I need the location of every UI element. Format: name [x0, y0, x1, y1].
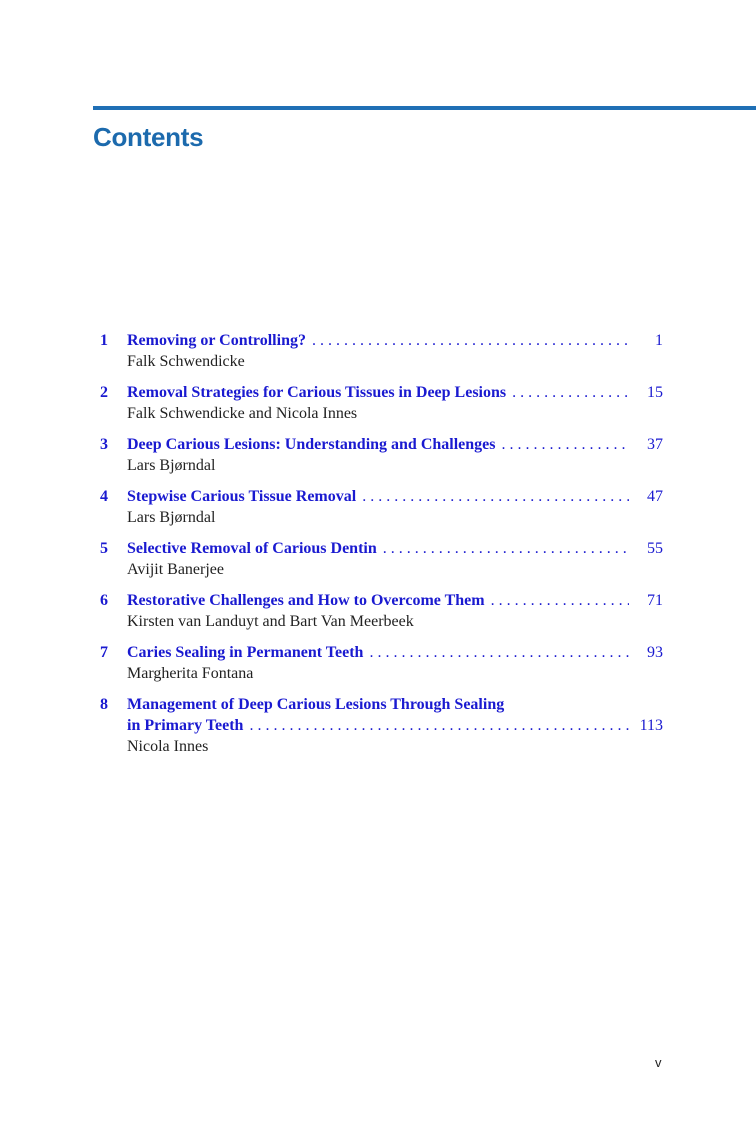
- chapter-title-link[interactable]: Deep Carious Lesions: Understanding and Challenges: [127, 436, 496, 453]
- chapter-authors: Margherita Fontana: [127, 665, 254, 682]
- chapter-title-link[interactable]: Caries Sealing in Permanent Teeth: [127, 644, 364, 661]
- chapter-number: 6: [100, 592, 108, 609]
- page-number[interactable]: 37: [647, 436, 663, 453]
- toc-entry-2[interactable]: [0, 382, 756, 424]
- chapter-authors: Lars Bjørndal: [127, 457, 216, 474]
- dot-leader: [491, 590, 629, 611]
- toc-entry-1[interactable]: [0, 330, 756, 372]
- chapter-title-link[interactable]: Restorative Challenges and How to Overcome Them: [127, 592, 485, 609]
- toc-entry-7[interactable]: [0, 642, 756, 684]
- chapter-title-link[interactable]: Stepwise Carious Tissue Removal: [127, 488, 357, 505]
- table-of-contents: [0, 330, 756, 767]
- page-folio: v: [655, 1055, 662, 1070]
- page-number[interactable]: 71: [647, 592, 663, 609]
- chapter-authors: Kirsten van Landuyt and Bart Van Meerbeek: [127, 613, 414, 630]
- dot-leader: [502, 434, 630, 455]
- page-number[interactable]: 93: [647, 644, 663, 661]
- chapter-authors: Avijit Banerjee: [127, 561, 224, 578]
- page-number[interactable]: 47: [647, 488, 663, 505]
- chapter-authors: Lars Bjørndal: [127, 509, 216, 526]
- dot-leader: [369, 642, 629, 663]
- toc-entry-3[interactable]: [0, 434, 756, 476]
- chapter-number: 1: [100, 332, 108, 349]
- dot-leader: [312, 330, 629, 351]
- chapter-title-line1[interactable]: Management of Deep Carious Lesions Through Sealing: [127, 696, 505, 713]
- page-number[interactable]: 1: [655, 332, 663, 349]
- top-rule: [93, 106, 756, 110]
- toc-entry-5[interactable]: [0, 538, 756, 580]
- dot-leader: [249, 715, 629, 736]
- chapter-title-link[interactable]: in Primary Teeth: [127, 717, 244, 734]
- toc-entry-4[interactable]: [0, 486, 756, 528]
- toc-entry-6[interactable]: [0, 590, 756, 632]
- chapter-authors: Falk Schwendicke: [127, 353, 245, 370]
- chapter-title-link[interactable]: Selective Removal of Carious Dentin: [127, 540, 377, 557]
- page-number[interactable]: 55: [647, 540, 663, 557]
- page-number[interactable]: 113: [639, 717, 663, 734]
- chapter-number: 8: [100, 696, 108, 713]
- dot-leader: [383, 538, 629, 559]
- chapter-number: 4: [100, 488, 108, 505]
- page-number[interactable]: 15: [647, 384, 663, 401]
- dot-leader: [362, 486, 629, 507]
- page-title: Contents: [93, 122, 204, 152]
- chapter-authors: Falk Schwendicke and Nicola Innes: [127, 405, 358, 422]
- chapter-number: 3: [100, 436, 108, 453]
- chapter-number: 2: [100, 384, 108, 401]
- chapter-authors: Nicola Innes: [127, 738, 209, 755]
- chapter-number: 5: [100, 540, 108, 557]
- toc-entry-8[interactable]: [0, 694, 756, 757]
- chapter-title-link[interactable]: Removal Strategies for Carious Tissues in Deep Lesions: [127, 384, 507, 401]
- dot-leader: [512, 382, 629, 403]
- chapter-title-link[interactable]: Removing or Controlling?: [127, 332, 306, 349]
- chapter-number: 7: [100, 644, 108, 661]
